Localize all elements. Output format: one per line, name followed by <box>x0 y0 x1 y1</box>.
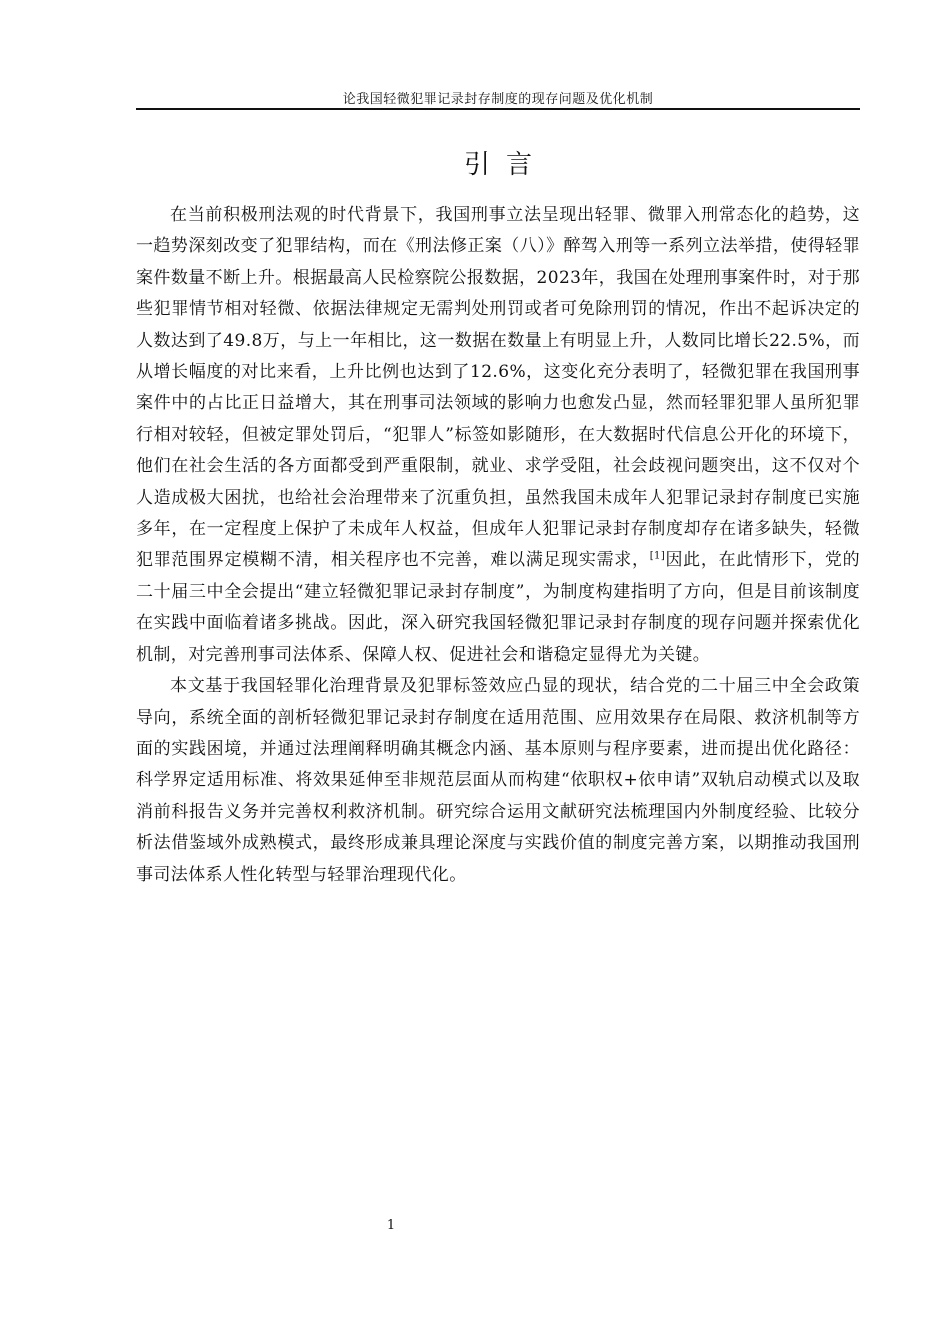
paragraph-2: 本文基于我国轻罪化治理背景及犯罪标签效应凸显的现状，结合党的二十届三中全会政策导向，系统全面的剖析轻微犯罪记录封存制度在适用范围、应用效果存在局限、救济机制等方面的实践困境，并通过法理阐释明确其概念内涵、基本原则与程序要素，进而提出优化路径：科学界定适用标准、将效果延伸至非规范层面从而构建“依职权+依申请”双轨启动模式以及取消前科报告义务并完善权利救济机制。研究综合运用文献研究法梳理国内外制度经验、比较分析法借鉴域外成熟模式，最终形成兼具理论深度与实践价值的制度完善方案，以期推动我国刑事司法体系人性化转型与轻罪治理现代化。 <box>136 676 860 885</box>
paragraph-1-text: 在当前积极刑法观的时代背景下，我国刑事立法呈现出轻罪、微罪入刑常态化的趋势，这一趋势深刻改变了犯罪结构，而在《刑法修正案（八）》醉驾入刑等一系列立法举措，使得轻罪案件数量不断上升。根据最高人民检察院公报数据，2023年，我国在处理刑事案件时，对于那些犯罪情节相对轻微、依据法律规定无需判处刑罚或者可免除刑罚的情况，作出不起诉决定的人数达到了49.8万，与上一年相比，这一数据在数量上有明显上升，人数同比增长22.5%，而从增长幅度的对比来看，上升比例也达到了12.6%，这变化充分表明了，轻微犯罪在我国刑事案件中的占比正日益增大，其在刑事司法领域的影响力也愈发凸显，然而轻罪犯罪人虽所犯罪行相对较轻，但被定罪处罚后，“犯罪人”标签如影随形，在大数据时代信息公开化的环境下，他们在社会生活的各方面都受到严重限制，就业、求学受阻，社会歧视问题突出，这不仅对个人造成极大困扰，也给社会治理带来了沉重负担，虽然我国未成年人犯罪记录封存制度已实施多年，在一定程度上保护了未成年人权益，但成年人犯罪记录封存制度却存在诸多缺失，轻微犯罪范围界定模糊不清，相关程序也不完善，难以满足现实需求， <box>136 205 860 571</box>
paragraph-1-continuation: 因此，在此情形下，党的二十届三中全会提出“建立轻微犯罪记录封存制度”，为制度构建指明了方向，但是目前该制度在实践中面临着诸多挑战。因此，深入研究我国轻微犯罪记录封存制度的现存问题并探索优化机制，对完善刑事司法体系、保障人权、促进社会和谐稳定显得尤为关键。 <box>136 550 860 665</box>
section-title: 引言 <box>463 150 548 180</box>
page-number: 1 <box>386 1218 396 1233</box>
citation-marker: [1] <box>649 550 666 562</box>
paragraph-1 <box>136 200 860 671</box>
header-rule <box>136 108 860 110</box>
running-header: 论我国轻微犯罪记录封存制度的现存问题及优化机制 <box>342 92 654 107</box>
body-text <box>136 200 860 891</box>
